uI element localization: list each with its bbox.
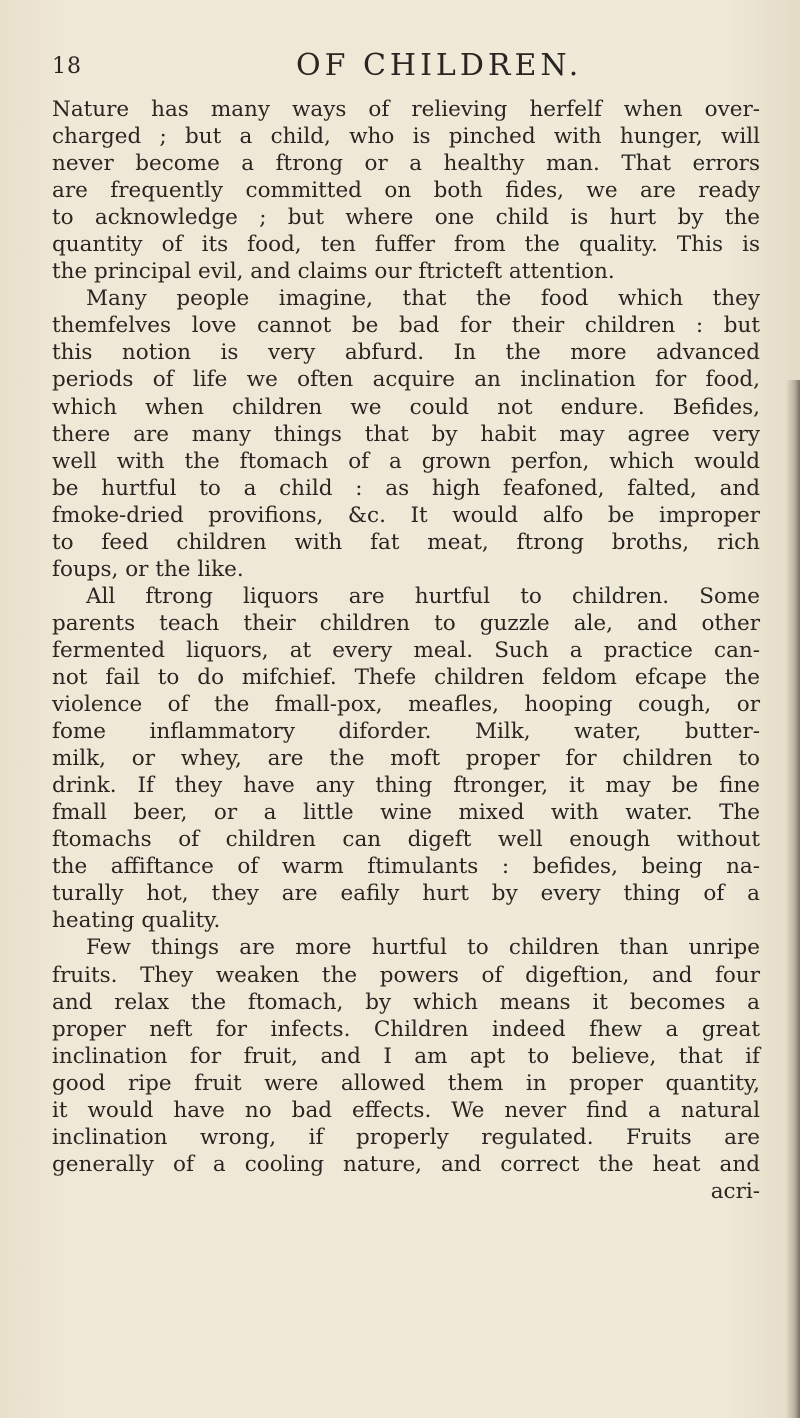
catchword: acri- [710, 1178, 760, 1204]
text-line: periods of life we often acquire an inclination for food, [52, 367, 760, 393]
text-line: which when children we could not endure. Befides, [52, 394, 760, 420]
text-line: there are many things that by habit may agree very [52, 421, 760, 447]
text-line: to acknowledge ; but where one child is hurt by the [52, 205, 760, 231]
text-line: turally hot, they are eafily hurt by every thing of a [52, 881, 760, 907]
text-line: be hurtful to a child : as high feafoned, falted, and [52, 475, 760, 501]
text-line: generally of a cooling nature, and correct the heat and [52, 1151, 760, 1177]
text-line: fmall beer, or a little wine mixed with water. The [52, 800, 760, 826]
text-line: quantity of its food, ten fuffer from the quality. This is [52, 232, 760, 258]
text-line: fmoke-dried provifions, &c. It would alfo be improper [52, 502, 760, 528]
text-line: are frequently committed on both fides, we are ready [52, 178, 760, 204]
text-line: the affiftance of warm ftimulants : befides, being na- [52, 854, 760, 880]
text-line: milk, or whey, are the moft proper for children to [52, 746, 760, 772]
text-line: charged ; but a child, who is pinched with hunger, will [52, 124, 760, 150]
text-line: not fail to do mifchief. Thefe children feldom efcape the [52, 664, 760, 690]
page-header [52, 48, 752, 88]
text-line: fermented liquors, at every meal. Such a practice can- [52, 637, 760, 663]
text-line: Nature has many ways of relieving herfelf when over- [52, 97, 760, 122]
text-line: foups, or the like. [52, 556, 244, 582]
text-line: proper neft for infects. Children indeed fhew a great [52, 1016, 760, 1042]
text-line: it would have no bad effects. We never find a natural [52, 1097, 760, 1123]
body-text [52, 96, 760, 1205]
text-line: inclination for fruit, and I am apt to believe, that if [52, 1043, 760, 1069]
text-line: inclination wrong, if properly regulated. Fruits are [52, 1124, 760, 1150]
text-line: fruits. They weaken the powers of digeftion, and four [52, 962, 760, 988]
text-line: Many people imagine, that the food which they [86, 286, 760, 312]
text-line: to feed children with fat meat, ftrong broths, rich [52, 529, 760, 555]
text-line: this notion is very abfurd. In the more advanced [52, 340, 760, 366]
text-line: well with the ftomach of a grown perfon, which would [52, 448, 760, 474]
text-line: heating quality. [52, 908, 221, 934]
text-line: themfelves love cannot be bad for their children : but [52, 313, 760, 339]
page-edge-shadow [786, 380, 800, 1418]
text-line: drink. If they have any thing ftronger, it may be fine [52, 773, 760, 799]
text-line: violence of the fmall-pox, meafles, hooping cough, or [52, 692, 760, 718]
text-line: the principal evil, and claims our ftricteft attention. [52, 259, 615, 285]
text-line: never become a ftrong or a healthy man. That errors [52, 151, 760, 177]
page-number: 18 [52, 54, 82, 79]
text-line: fome inflammatory diforder. Milk, water, butter- [52, 719, 760, 745]
text-line: parents teach their children to guzzle ale, and other [52, 610, 760, 636]
text-line: good ripe fruit were allowed them in proper quantity, [52, 1070, 760, 1096]
text-line: Few things are more hurtful to children than unripe [86, 935, 760, 961]
text-line: and relax the ftomach, by which means it becomes a [52, 989, 760, 1015]
text-line: ftomachs of children can digeft well enough without [52, 827, 760, 853]
text-line: All ftrong liquors are hurtful to children. Some [86, 583, 760, 609]
running-head: OF CHILDREN. [296, 48, 583, 83]
